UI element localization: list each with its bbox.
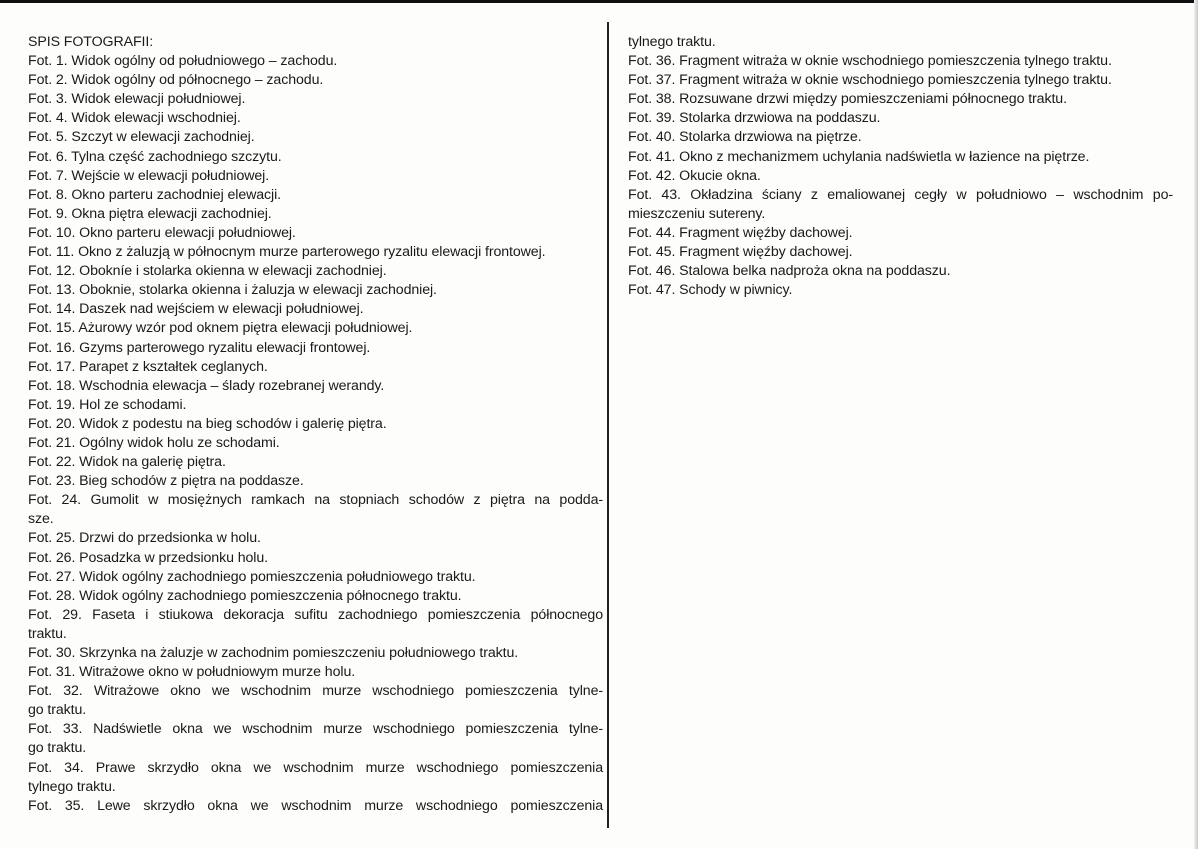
list-line: Fot. 25. Drzwi do przedsionka w holu. — [28, 530, 261, 547]
list-line: Fot. 37. Fragment witraża w oknie wschodniego pomieszczenia tylnego traktu. — [628, 72, 1112, 89]
list-line: Fot. 16. Gzyms parterowego ryzalitu elewacji frontowej. — [28, 339, 371, 356]
list-line: Fot. 2. Widok ogólny od północnego – zachodu. — [28, 72, 324, 89]
list-line: go traktu. — [28, 702, 87, 719]
list-line: Fot. 17. Parapet z kształtek ceglanych. — [28, 358, 268, 375]
list-line: tylnego traktu. — [628, 34, 716, 50]
list-line: Fot. 31. Witrażowe okno w południowym murze holu. — [28, 664, 356, 681]
list-line: Fot. 21. Ogólny widok holu ze schodami. — [28, 434, 280, 451]
list-line: Fot. 42. Okucie okna. — [628, 167, 761, 184]
list-line: Fot. 30. Skrzynka na żaluzje w zachodnim pomieszczeniu południowego traktu. — [28, 645, 519, 661]
scan-right-edge — [1194, 0, 1198, 849]
list-line: Fot. 40. Stolarka drzwiowa na piętrze. — [628, 129, 862, 146]
list-line: Fot. 41. Okno z mechanizmem uchylania nadświetla w łazience na piętrze. — [628, 148, 1090, 165]
list-line: Fot. 24. Gumolit w mosiężnych ramkach na stopniach schodów z piętra na podda- — [28, 492, 603, 509]
list-line: Fot. 19. Hol ze schodami. — [28, 396, 187, 413]
list-line: Fot. 14. Daszek nad wejściem w elewacji południowej. — [28, 301, 364, 318]
scan-top-edge — [0, 0, 1198, 3]
list-line: Fot. 29. Faseta i stiukowa dekoracja sufitu zachodniego pomieszczenia północnego — [28, 606, 603, 623]
list-line: Fot. 47. Schody w piwnicy. — [628, 282, 793, 299]
list-line: traktu. — [28, 625, 67, 642]
list-line: Fot. 34. Prawe skrzydło okna we wschodnim murze wschodniego pomieszczenia — [28, 759, 603, 776]
list-line: Fot. 13. Oboknie, stolarka okienna i żaluzja w elewacji zachodniej. — [28, 282, 437, 299]
list-line: mieszczeniu sutereny. — [628, 205, 766, 222]
left-column — [28, 33, 603, 816]
list-line: Fot. 32. Witrażowe okno we wschodnim murze wschodniego pomieszczenia tylne- — [28, 683, 603, 700]
list-line: Fot. 12. Obokníe i stolarka okienna w elewacji zachodniej. — [28, 263, 387, 280]
list-line: Fot. 39. Stolarka drzwiowa na poddaszu. — [628, 110, 881, 127]
list-line: Fot. 36. Fragment witraża w oknie wschodniego pomieszczenia tylnego traktu. — [628, 53, 1112, 70]
list-line: Fot. 28. Widok ogólny zachodniego pomieszczenia północnego traktu. — [28, 587, 462, 604]
list-line: go traktu. — [28, 740, 87, 757]
list-line: Fot. 5. Szczyt w elewacji zachodniej. — [28, 129, 255, 146]
list-line: Fot. 43. Okładzina ściany z emaliowanej cegły w południowo – wschodnim po- — [628, 186, 1173, 203]
list-line: Fot. 22. Widok na galerię piętra. — [28, 454, 226, 471]
list-line: Fot. 7. Wejście w elewacji południowej. — [28, 167, 270, 184]
list-heading: SPIS FOTOGRAFII: — [28, 34, 154, 50]
list-line: Fot. 33. Nadświetle okna we wschodnim murze wschodniego pomieszczenia tylne- — [28, 721, 603, 738]
list-line: Fot. 10. Okno parteru elewacji południowej. — [28, 224, 296, 241]
right-column — [628, 33, 1173, 300]
list-line: Fot. 9. Okna piętra elewacji zachodniej. — [28, 205, 272, 222]
list-line: Fot. 8. Okno parteru zachodniej elewacji. — [28, 186, 281, 203]
list-line: Fot. 38. Rozsuwane drzwi między pomieszczeniami północnego traktu. — [628, 91, 1067, 108]
list-line: sze. — [28, 511, 54, 528]
list-line: Fot. 23. Bieg schodów z piętra na poddasze. — [28, 473, 304, 490]
list-line: Fot. 35. Lewe skrzydło okna we wschodnim murze wschodniego pomieszczenia — [28, 797, 603, 814]
column-divider — [607, 22, 609, 828]
list-line: Fot. 26. Posadzka w przedsionku holu. — [28, 549, 268, 566]
list-line: Fot. 27. Widok ogólny zachodniego pomieszczenia południowego traktu. — [28, 568, 476, 585]
list-line: Fot. 15. Ażurowy wzór pod oknem piętra elewacji południowej. — [28, 320, 413, 337]
list-line: Fot. 18. Wschodnia elewacja – ślady rozebranej werandy. — [28, 377, 385, 394]
list-line: Fot. 20. Widok z podestu na bieg schodów i galerię piętra. — [28, 415, 387, 432]
list-line: Fot. 46. Stalowa belka nadproża okna na poddaszu. — [628, 263, 951, 280]
list-line: Fot. 4. Widok elewacji wschodniej. — [28, 110, 241, 127]
list-line: tylnego traktu. — [28, 778, 116, 795]
list-line: Fot. 11. Okno z żaluzją w północnym murze parterowego ryzalitu elewacji frontowej. — [28, 244, 546, 261]
list-line: Fot. 44. Fragment więźby dachowej. — [628, 224, 853, 241]
list-line: Fot. 6. Tylna część zachodniego szczytu. — [28, 148, 282, 165]
list-line: Fot. 1. Widok ogólny od południowego – zachodu. — [28, 53, 338, 70]
list-line: Fot. 45. Fragment więźby dachowej. — [628, 244, 853, 261]
list-line: Fot. 3. Widok elewacji południowej. — [28, 91, 246, 108]
